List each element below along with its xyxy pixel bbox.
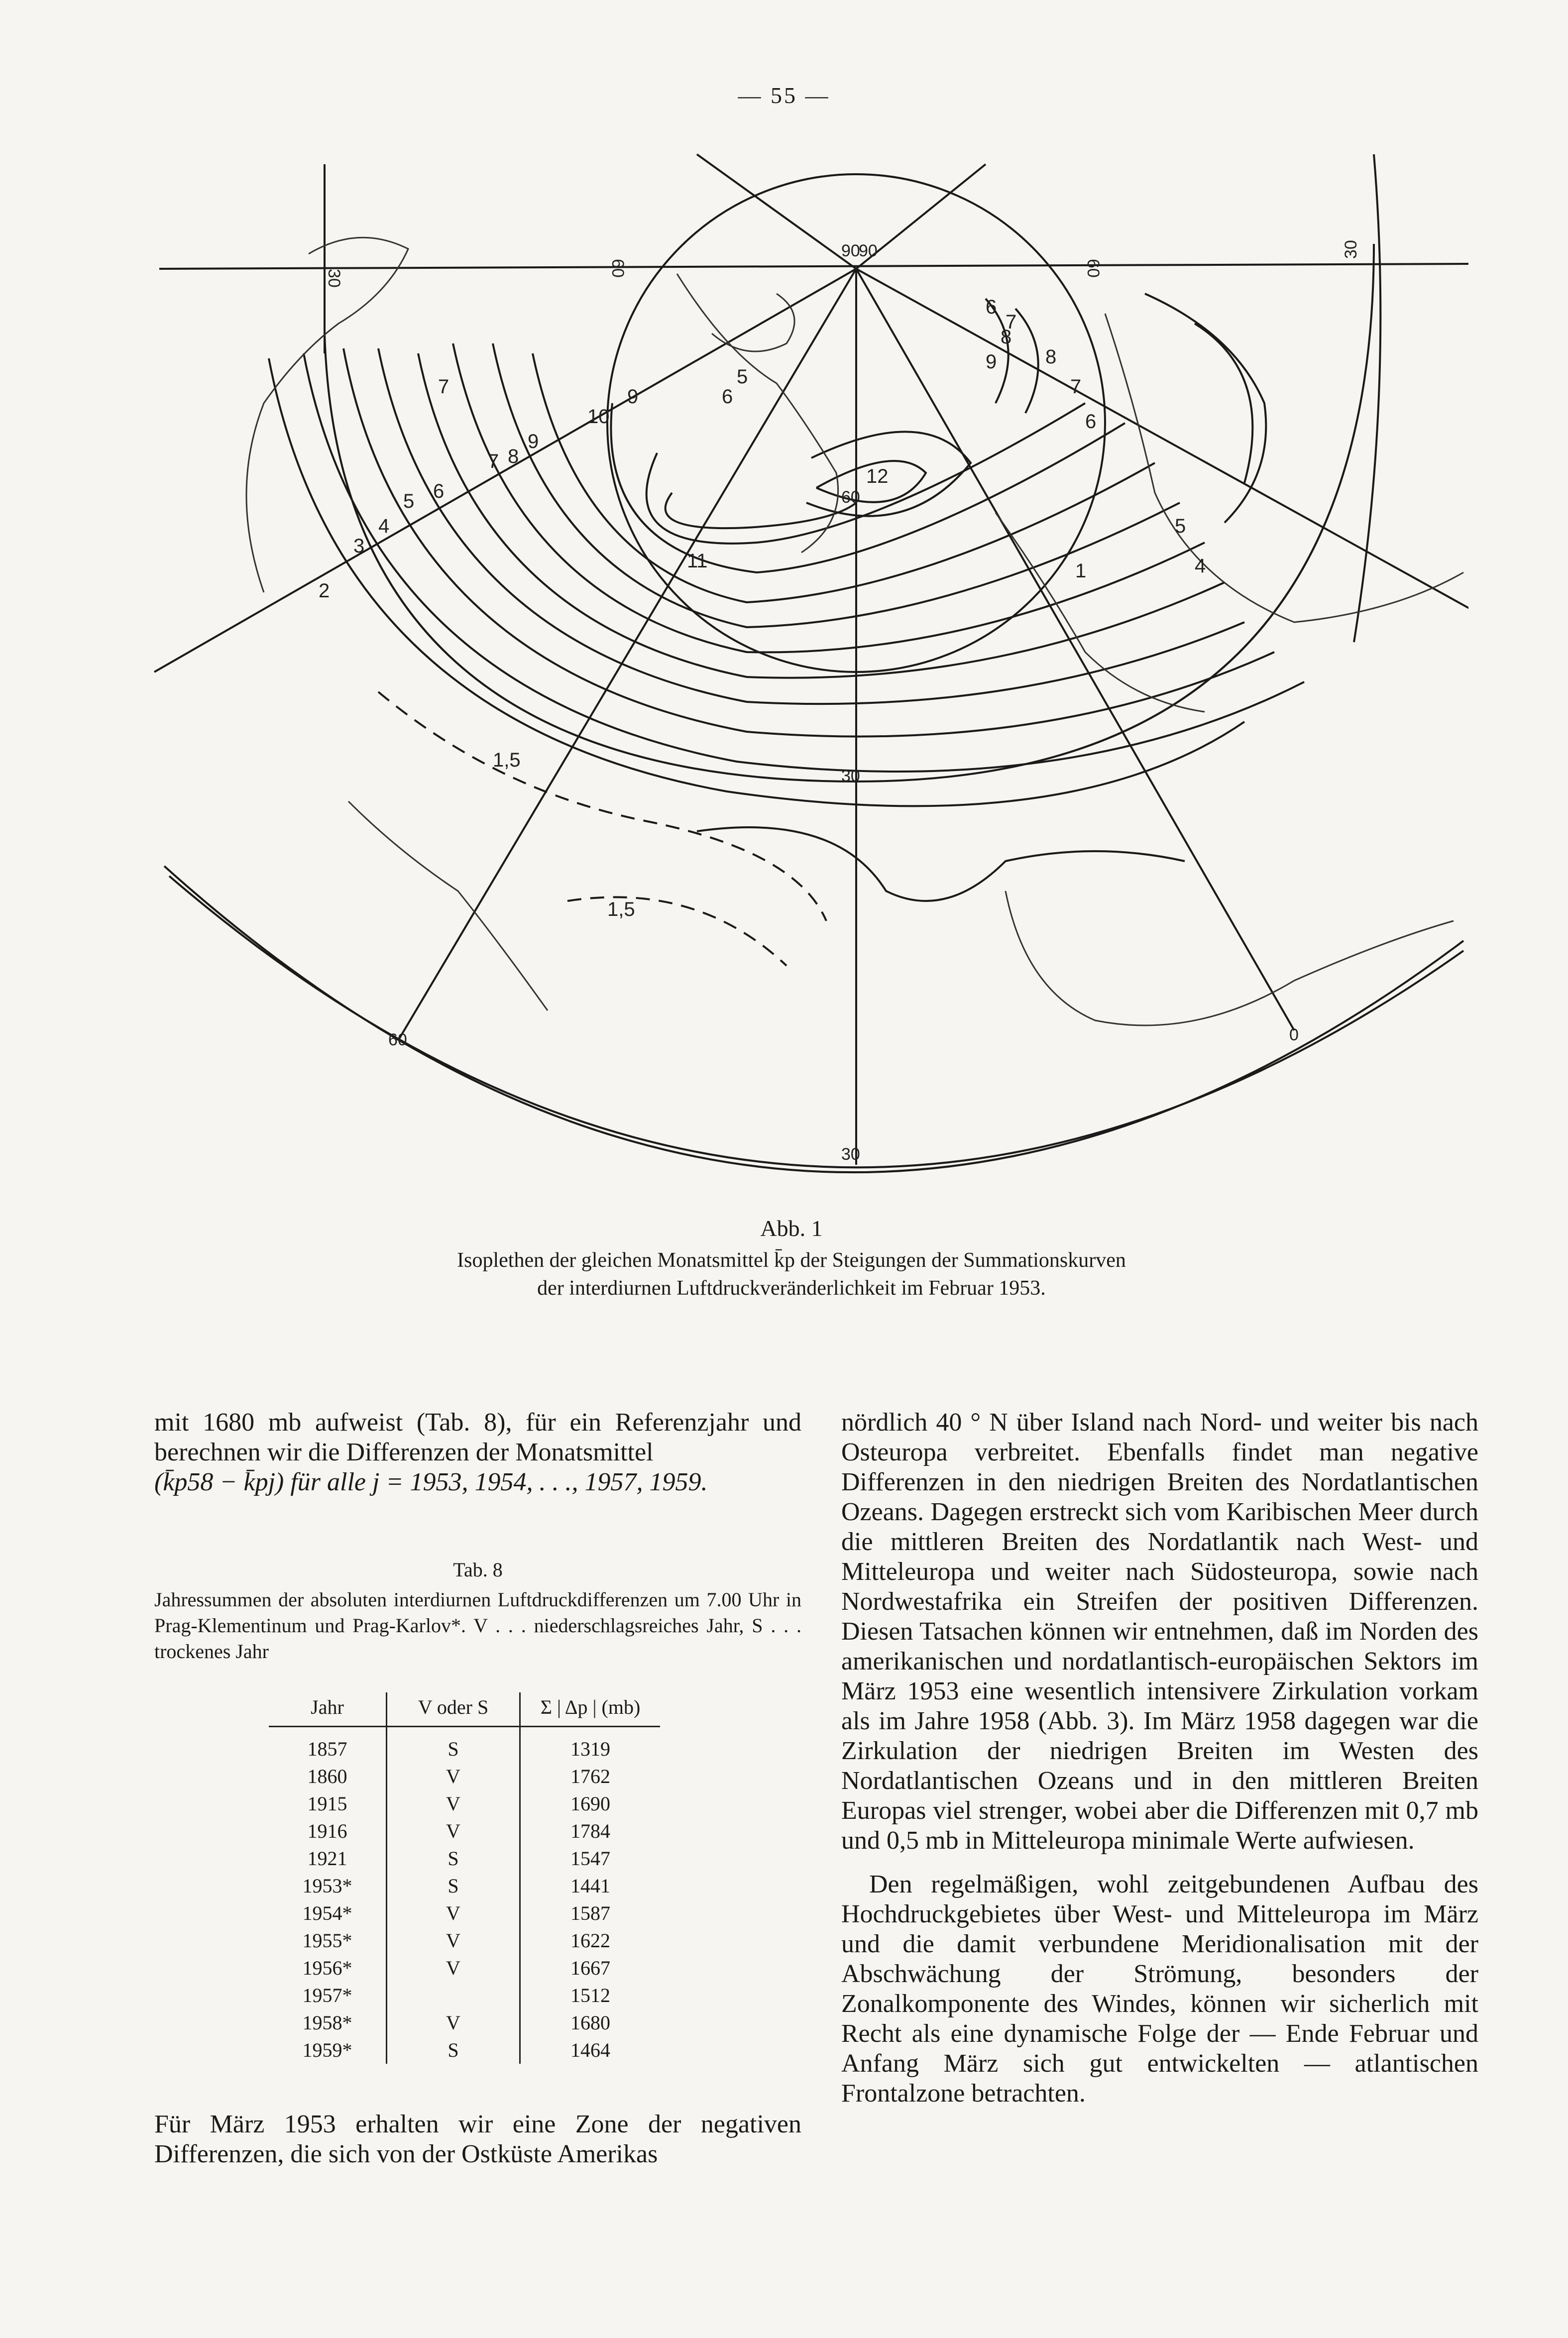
coastline — [712, 294, 794, 351]
cell-type: S — [387, 1727, 520, 1763]
cell-year: 1921 — [269, 1845, 387, 1872]
coastline — [677, 274, 838, 553]
table-row — [269, 1845, 660, 1872]
isopleth-label: 5 — [737, 366, 748, 388]
isopleth-label: 8 — [1001, 326, 1012, 348]
lat-label: 30 — [841, 1145, 860, 1164]
isopleth-label: 6 — [433, 480, 445, 502]
table-header-row — [269, 1692, 660, 1727]
cell-type: V — [387, 1954, 520, 1982]
isopleth-dashed — [567, 897, 786, 966]
body-paragraph: Für März 1953 erhalten wir eine Zone der negativen Differenzen, die sich von der Ostküste Amerikas — [154, 2110, 801, 2168]
cell-type: V — [387, 1899, 520, 1927]
body-paragraph: nördlich 40 ° N über Island nach Nord- und weiter bis nach Osteuropa verbreitet. Ebenfalls findet man negative Differenzen in den niedrigen Breiten des Nordatlantischen Ozeans. Dagegen erstreckt sich vom Karibischen Meer durch die mittleren Breiten des Nordatlantik nach West- und Mitteleuropa und weiter nach Südosteuropa, sowie nach Nordwestafrika ein Streifen der positiven Differenzen. Diesen Tatsachen können wir entnehmen, daß im Norden des amerikanischen und nordatlantisch-europäischen Sektors im März 1953 eine wesentlich intensivere Zirkulation vorkam als im Jahre 1958 (Abb. 3). Im März 1958 dagegen war die Zirkulation der niedrigen Breiten im Westen des Nordatlantischen Ozeans und in den mittleren Breiten Europas viel strenger, wobei aber die Differenzen mit 0,7 mb und 0,5 mb in Mitteleuropa minimale Werte aufwiesen. — [841, 1408, 1478, 1855]
isopleth-line — [1145, 294, 1266, 523]
table-row — [269, 1763, 660, 1790]
table-row — [269, 1954, 660, 1982]
isopleth-label: 1,5 — [493, 749, 521, 771]
isopleth-label: 7 — [1070, 376, 1082, 398]
isopleth-line — [806, 432, 971, 516]
isopleth-label: 12 — [866, 465, 889, 487]
cell-type: V — [387, 1790, 520, 1817]
table-row — [269, 1790, 660, 1817]
isopleth-label: 9 — [528, 431, 539, 452]
meridian — [159, 264, 1468, 269]
cell-sum: 1622 — [570, 1929, 610, 1952]
table-row — [269, 1817, 660, 1845]
isopleth-line — [697, 827, 1185, 901]
isopleth-line — [611, 403, 1125, 572]
cell-sum: 1784 — [570, 1820, 610, 1842]
cell-sum: 1464 — [570, 2039, 610, 2061]
column-header: Jahr — [269, 1692, 387, 1727]
cell-type: S — [387, 2036, 520, 2064]
isopleth-label: 6 — [1085, 411, 1097, 433]
isopleth-label: 2 — [319, 580, 330, 602]
cell-year: 1860 — [269, 1763, 387, 1790]
coastline — [348, 801, 548, 1010]
figure-label: Abb. 1 — [760, 1216, 823, 1241]
isopleth-label: 7 — [438, 376, 449, 398]
isopleth-dashed — [378, 692, 826, 921]
meridian — [154, 269, 856, 672]
isopleth-label: 10 — [587, 406, 610, 428]
cell-sum: 1680 — [570, 2011, 610, 2034]
isopleth-map — [149, 144, 1468, 1180]
table-row — [269, 1982, 660, 2009]
table-caption: Jahressummen der absoluten interdiurnen Luftdruckdifferenzen um 7.00 Uhr in Prag-Klementinum und Prag-Karlov*. V . . . niederschlagsreiches Jahr, S . . . trockenes Jahr — [154, 1588, 801, 1663]
cell-year: 1857 — [269, 1727, 387, 1763]
isopleth-label: 4 — [1195, 555, 1206, 577]
page-number: — 55 — — [738, 83, 830, 108]
lat-label: 60 — [841, 488, 860, 507]
isopleth-label: 7 — [488, 450, 499, 472]
isopleth-label: 6 — [986, 296, 997, 318]
figure-caption-text: Isoplethen der gleichen Monatsmittel k̄p der Steigungen der Summationskurven der interdiurnen Luftdruckveränderlichkeit im Februar 1953. — [457, 1249, 1126, 1300]
lon-label: 0 — [1289, 1025, 1299, 1044]
lat-label: 30 — [841, 767, 860, 785]
isopleth-line — [1195, 324, 1252, 483]
isopleth-line — [453, 343, 1205, 652]
isopleth-line — [304, 353, 1304, 772]
cell-sum: 1512 — [570, 1984, 610, 2006]
table-row — [269, 1727, 660, 1763]
body-paragraph: mit 1680 mb aufweist (Tab. 8), für ein Referenzjahr und berechnen wir die Differenzen der Monatsmittel — [154, 1408, 801, 1466]
table-row — [269, 2009, 660, 2036]
isopleth-line — [1015, 309, 1038, 413]
cell-type: S — [387, 1845, 520, 1872]
lat-label: 60 — [1084, 259, 1103, 278]
lon-label: 60 — [388, 1030, 407, 1049]
isopleth-label: 5 — [1175, 515, 1186, 537]
data-table — [269, 1692, 660, 2064]
isopleth-label: 11 — [687, 550, 708, 572]
cell-sum: 1319 — [570, 1738, 610, 1760]
cell-year: 1953* — [269, 1872, 387, 1899]
cell-year: 1956* — [269, 1954, 387, 1982]
cell-sum: 1762 — [570, 1765, 610, 1787]
isopleth-label: 8 — [1045, 346, 1057, 368]
isopleth-label: 6 — [722, 386, 733, 408]
cell-year: 1959* — [269, 2036, 387, 2064]
table-row — [269, 1872, 660, 1899]
cell-type — [387, 1982, 520, 2009]
left-column-top — [154, 1408, 801, 1497]
table-row — [269, 1899, 660, 1927]
right-column — [841, 1408, 1478, 2109]
outer-latitude-arc-inner — [169, 876, 1463, 1167]
column-header: Σ | Δp | (mb) — [520, 1692, 661, 1727]
cell-type: V — [387, 2009, 520, 2036]
cell-year: 1955* — [269, 1927, 387, 1954]
column-header: V oder S — [387, 1692, 520, 1727]
isopleth-label: 3 — [353, 535, 365, 557]
right-meridian-line — [1354, 154, 1380, 642]
cell-type: S — [387, 1872, 520, 1899]
outer-latitude-arc — [164, 866, 1463, 1172]
cell-sum: 1587 — [570, 1902, 610, 1924]
isopleth-label: 7 — [1006, 311, 1017, 333]
formula-line: (k̄p58 − k̄pj) für alle j = 1953, 1954, . . ., 1957, 1959. — [154, 1468, 708, 1496]
cell-year: 1915 — [269, 1790, 387, 1817]
isopleth-label: 9 — [627, 386, 639, 408]
isopleth-label: 5 — [403, 490, 415, 512]
lat-label: 30 — [1342, 240, 1360, 259]
left-column-bottom — [154, 2110, 801, 2169]
pole-label: 90 — [859, 241, 878, 260]
cell-type: V — [387, 1763, 520, 1790]
cell-sum: 1441 — [570, 1875, 610, 1897]
meridian — [697, 154, 856, 269]
cell-year: 1916 — [269, 1817, 387, 1845]
table-title: Tab. 8 — [453, 1559, 503, 1581]
lat-label: 60 — [608, 259, 627, 278]
lat-label: 30 — [325, 269, 343, 288]
isopleth-label: 9 — [986, 351, 997, 373]
body-paragraph: Den regelmäßigen, wohl zeitgebundenen Aufbau des Hochdruckgebietes über West- und Mitteleuropa im März und die damit verbundene Meridionalisation mit der Abschwächung der Strömung, besonders der Zonalkomponente des Windes, können wir sicherlich mit Recht als eine dynamische Folge der — Ende Februar und Anfang März sich gut entwickelten — atlantischen Frontalzone betrachten. — [841, 1870, 1478, 2108]
cell-year: 1958* — [269, 2009, 387, 2036]
cell-year: 1957* — [269, 1982, 387, 2009]
cell-sum: 1690 — [570, 1792, 610, 1815]
isopleth-line — [269, 358, 1244, 806]
table-row — [269, 2036, 660, 2064]
cell-sum: 1547 — [570, 1847, 610, 1870]
cell-sum: 1667 — [570, 1957, 610, 1979]
cell-type: V — [387, 1927, 520, 1954]
isopleth-label: 1,5 — [607, 898, 635, 920]
isopleth-label: 8 — [508, 445, 519, 467]
table-row — [269, 1927, 660, 1954]
cell-year: 1954* — [269, 1899, 387, 1927]
coastline — [1006, 891, 1454, 1025]
cell-type: V — [387, 1817, 520, 1845]
meridian — [398, 269, 856, 1040]
figure-caption — [448, 1215, 1135, 1302]
isopleth-label: 4 — [378, 515, 390, 537]
pole-label: 90 — [841, 241, 860, 260]
isopleth-label: 1 — [1075, 560, 1087, 582]
